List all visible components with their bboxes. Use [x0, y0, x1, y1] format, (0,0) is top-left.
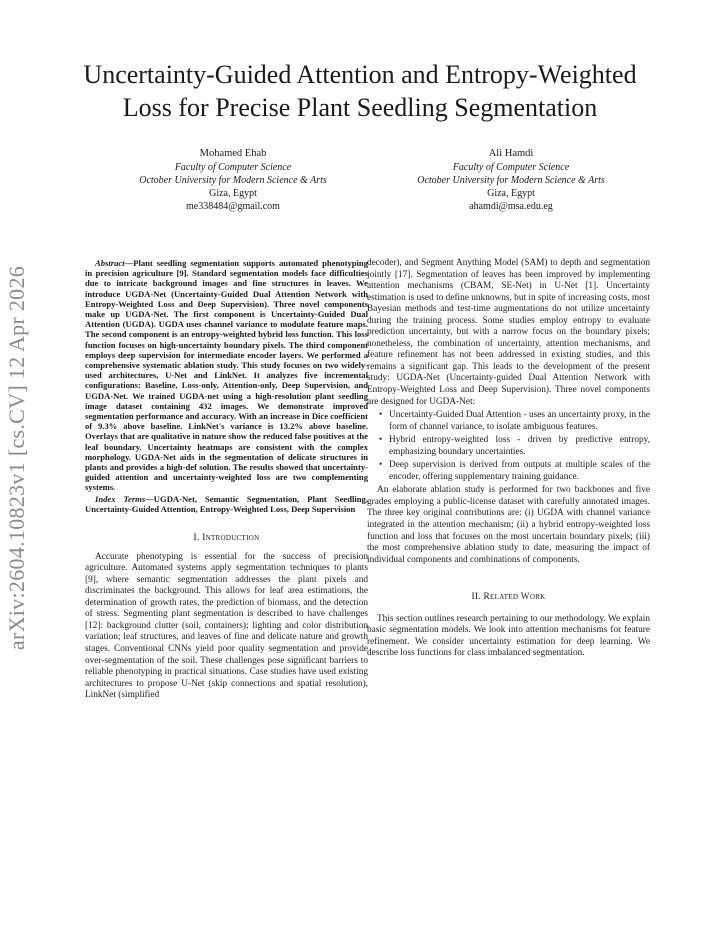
abstract — [85, 258, 368, 493]
body-paragraph: An elaborate ablation study is performed for two backbones and five grades employing a public-license dataset with carefully annotated images. The three key original contributions are: (i) UGDA with channel variance integrated in the attention mechanism; (ii) a hybrid entropy-weighted loss function and loss that focuses on the most uncertain boundary pixels; (iii) the most comprehensive ablation study to date, measuring the impact of individual components and combinations of components. — [367, 485, 650, 565]
index-terms — [85, 494, 368, 514]
arxiv-identifier: arXiv:2604.10823v1 [cs.CV] 12 Apr 2026 — [4, 265, 29, 651]
author-department: Faculty of Computer Science — [174, 162, 292, 173]
author-email[interactable]: me338484@gmail.com — [186, 201, 280, 212]
abstract-label: Abstract — [95, 258, 125, 268]
author-email[interactable]: ahamdi@msa.edu.eg — [469, 201, 553, 212]
author-organization: October University for Modern Science & Arts — [417, 175, 605, 186]
index-terms-label: Index Terms — [95, 493, 146, 504]
section-title: Related Work — [483, 592, 546, 603]
paper-title — [40, 58, 680, 124]
author-name: Ali Hamdi — [488, 148, 534, 159]
title-line-2: Loss for Precise Plant Seedling Segmentation — [122, 93, 598, 122]
author-organization: October University for Modern Science & Arts — [139, 175, 327, 186]
abstract-text: —Plant seedling segmentation supports automated phenotyping in precision agriculture [9]. Standard segmentation models face difficulties due to intricate background images and fine structures in leaves. We introduce UGDA-Net (Uncertainty-Guided Dual Attention Network with Entropy-Weighted Loss and Deep Supervision). Three novel components make up UGDA-Net. The first component is Uncertainty-Guided Dual Attention (UGDA). UGDA uses channel variance to modulate feature maps. The second component is an entropy-weighted hybrid loss function. This loss function focuses on high-uncertainty boundary pixels. The third component employs deep supervision for intermediate encoder layers. We performed a comprehensive systematic ablation study. This study focuses on two widely-used architectures, U-Net and LinkNet. It analyzes five incremental configurations: Baseline, Loss-only, Attention-only, Deep Supervision, and UGDA-Net. We trained UGDA-net using a high-resolution plant seedling image dataset containing 432 images. We demonstrate improved segmentation performance and accuracy. With an increase in Dice coefficient of 9.3% above baseline. LinkNet's variance is 13.2% above baseline. Overlays that are qualitative in nature show the reduced false positives at the leaf boundary. Uncertainty heatmaps are consistent with the complex morphology. UGDA-Net aids in the segmentation of delicate structures in plants and provides a high-def solution. The results showed that uncertainty-guided attention and uncertainty-weighted loss are two complementing systems. — [85, 258, 368, 493]
section-title: Introduction — [202, 533, 260, 544]
author-location: Giza, Egypt — [487, 188, 535, 199]
author-name: Mohamed Ehab — [199, 148, 267, 159]
left-column — [85, 258, 368, 702]
list-item: • Deep supervision is derived from outputs at multiple scales of the encoder, offering supplementary training guidance. — [379, 460, 650, 482]
right-column — [367, 258, 650, 660]
index-terms-text: —UGDA-Net, Semantic Segmentation, Plant Seedling, Uncertainty-Guided Attention, Entropy-Weighted Loss, Deep Supervision — [85, 493, 368, 514]
title-line-1: Uncertainty-Guided Attention and Entropy-Weighted — [83, 60, 637, 89]
section-number: I. — [193, 533, 200, 544]
section-heading-related-work — [367, 592, 650, 604]
author-block-2 — [346, 147, 676, 213]
body-paragraph: decoder), and Segment Anything Model (SAM) to depth and segmentation jointly [17]. Segmentation of leaves has been improved by implementing attention mechanisms (CBAM, SE-Net) in U-Net [1]. Uncertainty estimation is used to define unknowns, but in spite of increasing costs, most Bayesian methods and test-time augmentations do not utilize uncertainty during the training process. Some studies employ entropy to evaluate prediction uncertainty, but with a narrow focus on the boundary pixels; nonetheless, the combination of uncertainty, attention mechanisms, and feature refinement has not been addressed in existing studies, and this remains a significant gap. This leads to the development of the present study: UGDA-Net (Uncertainty-guided Dual Attention Network with Entropy-Weighted Loss and Deep Supervision). Three novel components are designed for UGDA-Net: — [367, 258, 650, 407]
author-location: Giza, Egypt — [209, 188, 257, 199]
section-number: II. — [471, 592, 481, 603]
author-department: Faculty of Computer Science — [452, 162, 570, 173]
section-heading-introduction — [85, 533, 368, 545]
contribution-list — [367, 410, 650, 483]
list-item: • Hybrid entropy-weighted loss - driven by predictive entropy, emphasizing boundary uncertainties. — [379, 435, 650, 457]
introduction-paragraph: Accurate phenotyping is essential for the success of precision agriculture. Automated systems apply segmentation techniques to plants [9], where semantic segmentation addresses the plant pixels and discriminates the background. This allows for leaf area estimations, the determination of growth rates, the prediction of biomass, and the detection of stress. Segmenting plant segmentation is described to have challenges [12]: background clutter (soil, containers); lighting and color distribution variation; leaf structures, and leaves of fine and delicate nature and growth stages. Conventional CNNs yield poor quality segmentation and provide over-segmentation of the soil. These challenges pose significant barriers to reliable phenotyping in practical situations. Case studies have used existing architectures to propose U-Net (skip connections and spatial resolution), LinkNet (simplified — [85, 551, 368, 701]
related-work-paragraph: This section outlines research pertaining to our methodology. We explain basic segmentation models. We look into attention mechanisms for feature refinement. We consider uncertainty estimation for deep learning. We describe loss functions for class imbalanced segmentation. — [367, 613, 650, 659]
list-item: • Uncertainty-Guided Dual Attention - uses an uncertainty proxy, in the form of channel variance, to isolate ambiguous features. — [379, 410, 650, 432]
